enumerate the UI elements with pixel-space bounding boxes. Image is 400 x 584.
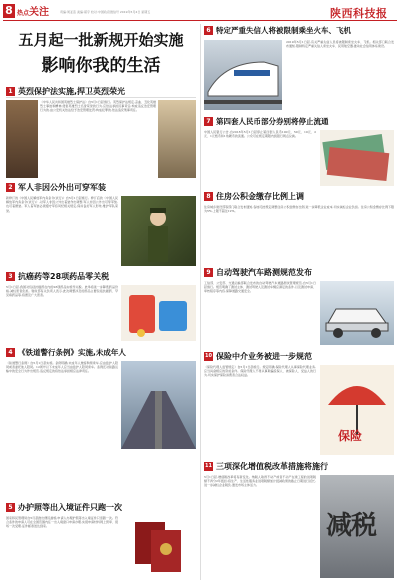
- section-name-large: 关注: [29, 7, 49, 18]
- section-title-3: 抗癌药等28项药品零关税: [18, 272, 110, 281]
- section-number-3: 3: [6, 272, 15, 281]
- insurance-label: 保险: [338, 429, 363, 443]
- masthead-logo: 陕西科技报: [330, 7, 388, 20]
- railway-photo: [121, 361, 196, 449]
- soldier-photo: [121, 196, 196, 266]
- header-rule: [3, 20, 397, 21]
- insurance-image: [320, 365, 394, 455]
- section-number-1: 1: [6, 87, 15, 96]
- tax-cut-image: [320, 475, 394, 578]
- section-body-2: 新修订的《中国人民解放军内务条令(试行)》自5月1日起施行。修订后的《中国人民解放军内务条令(试行)》,对军人非因公外出着装作出调整:军人非因公外出可穿军装,也可着便装。军人着军装必须遵守军容风纪相关规定,保持良好军人形象,维护军队荣誉。: [6, 196, 118, 213]
- section-title-2: 军人非因公外出可穿军装: [18, 183, 106, 192]
- page-header: [0, 0, 400, 22]
- section-body-9: 工信部、公安部、交通运输部联合发布的自动驾驶汽车道路测试管理规范,自5月1日起施行。规范明确了测试主体、测试驾驶人及测试车辆应满足的条件,以及测试申请、审核程序等内容,保障道路交通安全。: [204, 281, 316, 294]
- rmb-photo: [320, 130, 394, 186]
- section-title-9: 自动驾驶汽车路测规范发布: [216, 268, 312, 277]
- autonomous-car-photo: [320, 281, 394, 345]
- headline-line2: 影响你我的生活: [41, 56, 161, 76]
- section-body-11: 5月1日起,增值税改革将有新变化。纳税人取得不动产或者不动产在建工程的进项税额不再分2年抵扣;将生产、生活性服务业进项税额加计抵减政策的截止日期进行延长,进一步减轻企业税负,激发市场主体活力。: [204, 475, 316, 488]
- passport-photo: [121, 516, 196, 578]
- section-body-3: 5月1日起,我国对包括抗癌药在内的28项药品实施零关税。此举将进一步降低药品价格,减轻患者负担。财政部有关负责人表示,此次调整涉及的药品主要包括抗癌药、罕见病药品等,将惠及广大患者。: [6, 285, 118, 298]
- banknote-icon: [320, 130, 394, 186]
- passport-icon: [121, 516, 196, 578]
- soldier-silhouette-icon: [121, 196, 196, 266]
- section-body-6: 2019年5月1日起,有关严重失信人员将被限制乘坐火车、飞机。相关部门联合发布通知,限制特定严重失信人乘坐火车、民用航空器,推动社会信用体系建设。: [286, 40, 394, 49]
- pills-icon: [121, 285, 196, 341]
- section-title-11: 三项深化增值税改革措施将施行: [216, 462, 328, 471]
- section-number-8: 8: [204, 192, 213, 201]
- section-title-4: 《铁道警行条例》实施,未成年人: [18, 348, 126, 357]
- section-title-10: 保险中介业务被进一步规范: [216, 352, 312, 361]
- column-divider: [200, 24, 201, 580]
- tax-cut-label: 减税: [326, 511, 377, 541]
- section-number-7: 7: [204, 117, 213, 126]
- section-title-7: 第四套人民币部分券别将停止流通: [216, 117, 329, 126]
- train-icon: [204, 40, 282, 110]
- section-title-6: 特定严重失信人将被限制乘坐火车、飞机: [216, 26, 351, 35]
- section-title-8: 住房公积金缴存比例上调: [216, 192, 304, 201]
- section-title-1: 英烈保护法实施,捍卫英烈荣光: [18, 87, 126, 96]
- section-body-4: 《铁道警行条例》自5月1日起实施。条例明确,未成年人旅客购票乘车,应由监护人陪同或者委托他人陪同。12周岁以下未成年人应当由监护人陪同乘车。条例还对铁路运输中的安全行为作出规范,违反规定的将依法承担相应法律责任。: [6, 361, 118, 374]
- section-number-10: 10: [205, 353, 212, 359]
- section-body-8: 住房城乡建设部等部门联合发布通知,各地可按规定调整住房公积金缴存比例,进一步降低企业成本,切实减轻企业负担。住房公积金缴存比例下限为5%,上限不超过12%。: [204, 205, 394, 214]
- headline-line1: 五月起一批新规开始实施: [18, 31, 184, 49]
- section-body-7: 中国人民银行公告,自2018年5月1日起停止第四套人民币100元、50元、10元、2元、1元纸币和1角硬币的流通。公众可在规定期限内到银行网点兑换。: [204, 130, 316, 139]
- section-number-11: 11: [205, 463, 212, 469]
- section-body-1: 《中华人民共和国英雄烈士保护法》自5月1日起施行。英烈保护法规定,歪曲、丑化英雄烈士事迹和精神,侵害英雄烈士名誉荣誉的行为,应依法承担民事责任;构成违反治安管理行为的,由公安机关依法给予治安管理处罚;构成犯罪的,依法追究刑事责任。: [40, 100, 156, 113]
- section-number-6: 6: [204, 26, 213, 35]
- section-title-5: 办护照等出入境证件只跑一次: [18, 503, 122, 512]
- railway-platform-icon: [121, 361, 196, 449]
- headline: [6, 30, 196, 78]
- section-number-2: 2: [6, 183, 15, 192]
- section-number-4: 4: [6, 348, 15, 357]
- section-name-small: 热点: [17, 10, 30, 17]
- section-body-10: 《保险代理人监管规定》自5月1日起施行。规定明确,保险代理人从事保险代理业务,应当具备相应的资质条件。保险代理人不得从事欺骗投保人、被保险人、受益人的行为,切实保护保险消费者合法权益。: [204, 365, 316, 378]
- section-body-5: 国家移民管理局自5月起推出便民措施,申请人办理护照等出入境证件只需跑一次。符合条件的申请人可在全国范围内任一出入境窗口申请办理,实现申请材料网上预审、现场一次受理,证件邮寄送达到家。: [6, 516, 118, 529]
- car-icon: [320, 281, 394, 345]
- train-photo: [204, 40, 282, 110]
- page-number: 8: [3, 4, 15, 18]
- section-number-9: 9: [204, 268, 213, 277]
- section1-photo-right: [158, 100, 196, 178]
- section-rule-1: [6, 97, 196, 98]
- medicine-photo: [121, 285, 196, 341]
- section-number-5: 5: [6, 503, 15, 512]
- section1-photo-left: [6, 100, 38, 178]
- header-meta: 责编:周亚苗 美编:郝宇 校对:中国政府微信号 2019年5月4日 星期五: [60, 10, 151, 14]
